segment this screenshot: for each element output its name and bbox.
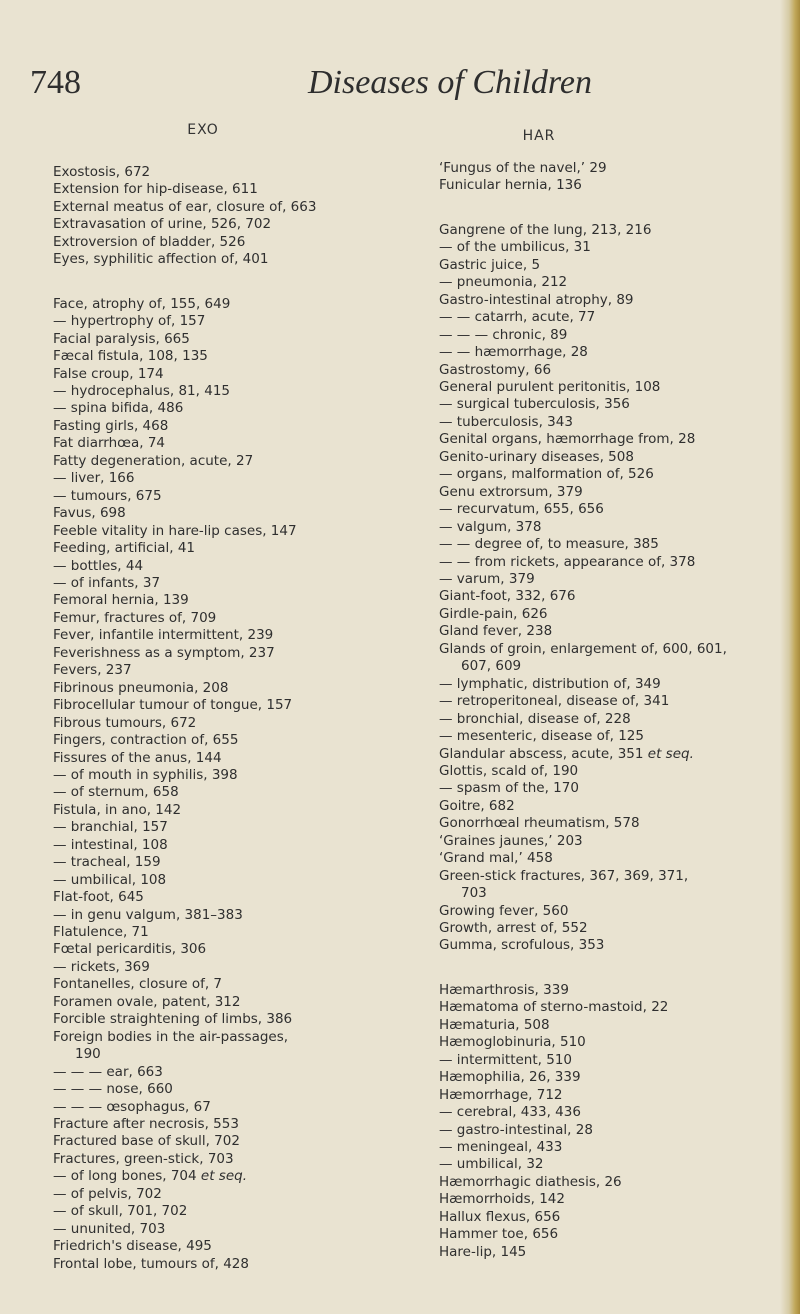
index-entry: — meningeal, 433 [439, 1139, 563, 1156]
index-entry: — spina bifida, 486 [53, 400, 184, 417]
index-entry: False croup, 174 [53, 365, 164, 382]
index-entry: External meatus of ear, closure of, 663 [53, 198, 317, 215]
index-entry: — — degree of, to measure, 385 [439, 536, 659, 553]
index-entry: — — — œsophagus, 67 [53, 1098, 211, 1115]
index-entry: — — — nose, 660 [53, 1081, 173, 1098]
index-entry: Fever, infantile intermittent, 239 [53, 627, 274, 644]
index-entry: — cerebral, 433, 436 [439, 1104, 581, 1121]
index-entry: Funicular hernia, 136 [439, 177, 582, 194]
index-entry: ‘Fungus of the navel,’ 29 [439, 160, 607, 176]
index-entry: — tumours, 675 [53, 487, 162, 504]
index-entry: Goitre, 682 [439, 797, 515, 814]
index-entry: Hæmophilia, 26, 339 [439, 1069, 581, 1086]
index-entry: Feeding, artificial, 41 [53, 540, 195, 557]
index-entry: Growth, arrest of, 552 [439, 920, 588, 937]
index-entries-right [439, 160, 799, 1261]
index-entry: Face, atrophy of, 155, 649 [53, 295, 231, 312]
index-entry: — of infants, 37 [53, 574, 161, 591]
index-entry: Fibrocellular tumour of tongue, 157 [53, 697, 293, 714]
index-entry: — bottles, 44 [53, 557, 144, 574]
index-entry: Fissures of the anus, 144 [53, 749, 222, 766]
index-entry: Foreign bodies in the air-passages, [53, 1028, 289, 1045]
index-entry: Eyes, syphilitic affection of, 401 [53, 251, 269, 268]
index-entry: Fæcal fistula, 108, 135 [53, 348, 208, 365]
page-number: 748 [30, 64, 81, 101]
index-entry: Fevers, 237 [53, 662, 132, 679]
index-entry: Hæmoglobinuria, 510 [439, 1034, 586, 1051]
index-entry: Gland fever, 238 [439, 623, 553, 640]
index-entry: Glottis, scald of, 190 [439, 762, 579, 779]
index-entries-left [53, 164, 473, 1273]
index-entry: Femoral hernia, 139 [53, 592, 189, 609]
index-entry: — hypertrophy of, 157 [53, 313, 206, 330]
index-entry: Genito-urinary diseases, 508 [439, 448, 634, 465]
index-entry: — umbilical, 108 [53, 871, 167, 888]
index-entry: General purulent peritonitis, 108 [439, 378, 661, 395]
index-entry: Hæmorrhage, 712 [439, 1086, 563, 1103]
index-entry: Hæmorrhoids, 142 [439, 1191, 565, 1208]
index-entry: Hæmorrhagic diathesis, 26 [439, 1173, 622, 1190]
index-entry: — — — ear, 663 [53, 1063, 163, 1080]
index-entry: — tracheal, 159 [53, 854, 161, 871]
index-entry: — of the umbilicus, 31 [439, 239, 591, 256]
index-entry: Flatulence, 71 [53, 924, 149, 941]
guide-word-right: HAR [522, 128, 556, 144]
index-entry: Gumma, scrofulous, 353 [439, 937, 605, 954]
index-entry: — recurvatum, 655, 656 [439, 501, 604, 518]
index-entry: — — from rickets, appearance of, 378 [439, 553, 696, 570]
index-entry: Extroversion of bladder, 526 [53, 233, 246, 250]
index-entry: Gastric juice, 5 [439, 256, 541, 273]
index-entry: — intestinal, 108 [53, 836, 168, 853]
index-entry: Fractures, green-stick, 703 [53, 1150, 234, 1167]
index-entry: Fracture after necrosis, 553 [53, 1116, 239, 1133]
index-entry: Friedrich's disease, 495 [53, 1238, 212, 1255]
index-entry: Gangrene of the lung, 213, 216 [439, 221, 652, 238]
index-entry: — surgical tuberculosis, 356 [439, 396, 630, 413]
index-entry: — valgum, 378 [439, 518, 542, 535]
index-entry: Frontal lobe, tumours of, 428 [53, 1255, 249, 1272]
index-entry: Flat-foot, 645 [53, 889, 144, 906]
index-entry: Gonorrhœal rheumatism, 578 [439, 815, 640, 832]
page-header [0, 64, 800, 114]
index-entry: Fibrinous pneumonia, 208 [53, 679, 229, 696]
index-entry: Hæmatoma of sterno-mastoid, 22 [439, 999, 669, 1016]
index-entry: Girdle-pain, 626 [439, 605, 548, 622]
index-entry: Extension for hip-disease, 611 [53, 181, 258, 198]
index-entry: Feverishness as a symptom, 237 [53, 644, 275, 661]
index-entry: — spasm of the, 170 [439, 780, 579, 797]
index-entry: Hæmaturia, 508 [439, 1016, 550, 1033]
index-entry: 190 [75, 1046, 101, 1063]
index-entry: ‘Graines jaunes,’ 203 [439, 832, 583, 849]
index-entry: — pneumonia, 212 [439, 274, 568, 291]
index-entry: Fingers, contraction of, 655 [53, 732, 239, 749]
index-entry: Fontanelles, closure of, 7 [53, 976, 223, 993]
index-entry: — — — chronic, 89 [439, 326, 568, 343]
index-entry: — of long bones, 704 et seq. [53, 1168, 247, 1185]
index-entry: Hare-lip, 145 [439, 1243, 527, 1260]
index-entry: Feeble vitality in hare-lip cases, 147 [53, 522, 297, 539]
index-entry: — — hæmorrhage, 28 [439, 344, 588, 361]
index-entry: ‘Grand mal,’ 458 [439, 850, 553, 867]
index-entry: — tuberculosis, 343 [439, 413, 573, 430]
index-entry: Glands of groin, enlargement of, 600, 601, [439, 640, 727, 657]
index-entry: — intermittent, 510 [439, 1051, 573, 1068]
index-entry: Fistula, in ano, 142 [53, 801, 182, 818]
index-entry: Fractured base of skull, 702 [53, 1133, 240, 1150]
index-entry: — of skull, 701, 702 [53, 1203, 188, 1220]
index-entry: — ununited, 703 [53, 1220, 166, 1237]
index-entry: — organs, malformation of, 526 [439, 466, 654, 483]
index-entry: — of pelvis, 702 [53, 1185, 162, 1202]
index-entry: Extravasation of urine, 526, 702 [53, 216, 272, 233]
index-entry: — liver, 166 [53, 470, 135, 487]
index-entry: — in genu valgum, 381–383 [53, 906, 243, 923]
index-entry: Fat diarrhœa, 74 [53, 435, 166, 452]
index-entry: — varum, 379 [439, 570, 535, 587]
index-entry: Fœtal pericarditis, 306 [53, 941, 207, 958]
index-entry: Favus, 698 [53, 505, 126, 522]
index-entry: 607, 609 [461, 658, 522, 675]
index-entry: Glandular abscess, acute, 351 et seq. [439, 745, 694, 762]
index-entry: Genu extrorsum, 379 [439, 483, 583, 500]
index-entry: Hæmarthrosis, 339 [439, 981, 569, 998]
index-entry: — rickets, 369 [53, 958, 150, 975]
running-title: Diseases of Children [308, 64, 592, 101]
index-entry: Hammer toe, 656 [439, 1226, 559, 1243]
index-column-left [53, 120, 473, 1273]
index-entry: Gastrostomy, 66 [439, 361, 552, 378]
index-entry: — of sternum, 658 [53, 784, 179, 801]
index-entry: Giant-foot, 332, 676 [439, 588, 576, 605]
index-entry: Green-stick fractures, 367, 369, 371, [439, 867, 689, 884]
index-entry: Foramen ovale, patent, 312 [53, 993, 241, 1010]
index-entry: — mesenteric, disease of, 125 [439, 728, 644, 745]
index-entry: — hydrocephalus, 81, 415 [53, 382, 230, 399]
index-entry: — of mouth in syphilis, 398 [53, 766, 238, 783]
index-entry: Facial paralysis, 665 [53, 330, 190, 347]
index-entry: Exostosis, 672 [53, 164, 151, 180]
index-entry: Gastro-intestinal atrophy, 89 [439, 291, 634, 308]
index-entry: Hallux flexus, 656 [439, 1208, 561, 1225]
index-column-right [439, 126, 799, 1261]
index-entry: Forcible straightening of limbs, 386 [53, 1011, 293, 1028]
index-entry: — lymphatic, distribution of, 349 [439, 675, 661, 692]
index-entry: — umbilical, 32 [439, 1156, 544, 1173]
index-entry: Genital organs, hæmorrhage from, 28 [439, 431, 696, 448]
index-entry: Growing fever, 560 [439, 902, 569, 919]
index-entry: — bronchial, disease of, 228 [439, 710, 631, 727]
index-entry: Femur, fractures of, 709 [53, 609, 217, 626]
index-entry: Fibrous tumours, 672 [53, 714, 197, 731]
index-entry: Fasting girls, 468 [53, 417, 169, 434]
guide-word-left: EXO [187, 122, 219, 138]
index-entry: — gastro-intestinal, 28 [439, 1121, 593, 1138]
index-entry: — branchial, 157 [53, 819, 168, 836]
index-entry: — retroperitoneal, disease of, 341 [439, 693, 670, 710]
index-entry: — — catarrh, acute, 77 [439, 309, 596, 326]
index-entry: Fatty degeneration, acute, 27 [53, 452, 254, 469]
index-entry: 703 [461, 885, 487, 902]
